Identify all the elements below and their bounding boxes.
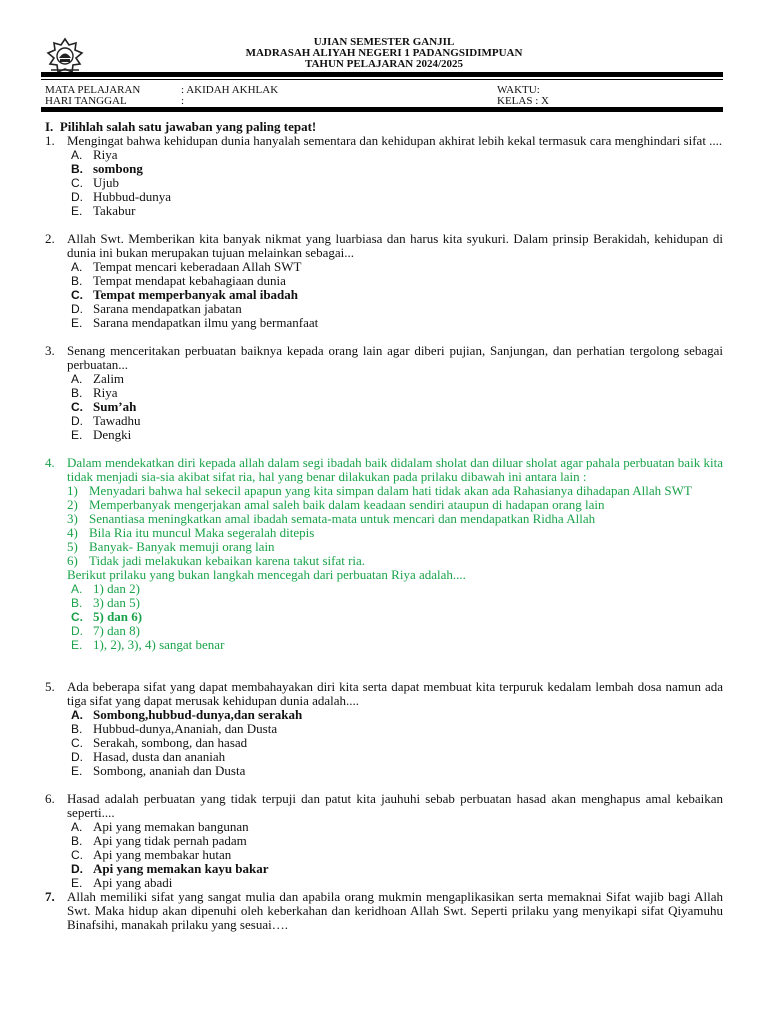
option-b[interactable]: B. Hubbud-dunya,Ananiah, dan Dusta — [71, 721, 278, 736]
question-7 — [45, 890, 723, 932]
option-a[interactable]: A. Zalim — [71, 371, 125, 386]
date-label: HARI TANGGAL — [45, 95, 127, 107]
subject-value: : AKIDAH AKHLAK — [181, 84, 279, 96]
option-a[interactable]: A. Api yang memakan bangunan — [71, 819, 249, 834]
option-d[interactable]: D. Hubbud-dunya — [71, 189, 171, 204]
question-6 — [45, 792, 723, 890]
question-stem: Mengingat bahwa kehidupan dunia hanyalah sementara dan kehidupan akhirat lebih kekal termasuk cara menghindari sifat .... — [67, 133, 723, 148]
question-4 — [45, 456, 723, 652]
academic-year: TAHUN PELAJARAN 2024/2025 — [304, 58, 464, 70]
section-title: Pilihlah salah satu jawaban yang paling tepat! — [59, 119, 317, 134]
question-stem: Hasad adalah perbuatan yang tidak terpuji dan patut kita jauhuhi sebab perbuatan hasad akan menghapus amal kebaikan seperti.... — [67, 791, 723, 820]
statement-item: 6) Tidak jadi melakukan kebaikan karena takut sifat ria. — [67, 553, 366, 568]
statement-item: 4) Bila Ria itu muncul Maka segeralah ditepis — [67, 525, 315, 540]
time-label: WAKTU: — [497, 84, 540, 96]
question-stem: Allah Swt. Memberikan kita banyak nikmat yang luarbiasa dan harus kita syukuri. Dalam prinsip Berakidah, kehidupan di dunia ini bukan merupakan tujuan melainkan sebagai... — [67, 231, 723, 260]
option-a[interactable]: A. Riya — [71, 147, 118, 162]
question-stem: Allah memiliki sifat yang sangat mulia dan apabila orang mukmin mengaplikasikan serta memaknai Sifat wajib bagi Allah Swt. Maka hidup akan dipenuhi oleh keberkahan dan keridhoan Allah Swt. Seperti prilaku yang menyikapi sifat Qiyamuhu Binafsihi, manakah prilaku yang sesuai…. — [67, 889, 723, 932]
question-number: 5. — [45, 679, 55, 694]
statement-item: 5) Banyak- Banyak memuji orang lain — [67, 539, 275, 554]
question-number: 7. — [45, 889, 55, 904]
option-b[interactable]: B. Riya — [71, 385, 118, 400]
question-2 — [45, 232, 723, 330]
option-c[interactable]: C. Tempat memperbanyak amal ibadah — [71, 287, 299, 302]
option-b[interactable]: B. 3) dan 5) — [71, 595, 140, 610]
option-a[interactable]: A. 1) dan 2) — [71, 581, 140, 596]
section-heading — [45, 120, 723, 134]
subject-label: MATA PELAJARAN — [45, 84, 141, 96]
option-e[interactable]: E. Api yang abadi — [71, 875, 173, 890]
option-d[interactable]: D. 7) dan 8) — [71, 623, 140, 638]
option-b[interactable]: B. Tempat mendapat kebahagiaan dunia — [71, 273, 286, 288]
question-number: 6. — [45, 791, 55, 806]
question-1 — [45, 134, 723, 218]
exam-title: UJIAN SEMESTER GANJIL — [313, 36, 455, 48]
question-stem: Ada beberapa sifat yang dapat membahayakan diri kita serta dapat membuat kita terpuruk kedalam lembah dosa namun ada tiga sifat yang dapat merusak kehidupan dunia adalah.... — [67, 679, 723, 708]
option-b[interactable]: B. Api yang tidak pernah padam — [71, 833, 247, 848]
option-a[interactable]: A. Tempat mencari keberadaan Allah SWT — [71, 259, 302, 274]
exam-header — [0, 31, 768, 75]
header-divider-thin — [41, 79, 723, 80]
header-divider — [41, 72, 723, 77]
option-c[interactable]: C. Sum’ah — [71, 399, 137, 414]
option-c[interactable]: C. 5) dan 6) — [71, 609, 143, 624]
option-e[interactable]: E. Sarana mendapatkan ilmu yang bermanfaat — [71, 315, 319, 330]
option-e[interactable]: E. 1), 2), 3), 4) sangat benar — [71, 637, 225, 652]
option-b[interactable]: B. sombong — [71, 161, 143, 176]
question-number: 4. — [45, 455, 55, 470]
statement-item: 1) Menyadari bahwa hal sekecil apapun yang kita simpan dalam hati tidak akan ada Rahasianya dihadapan Allah SWT — [67, 483, 692, 498]
question-prompt: Berikut prilaku yang bukan langkah mencegah dari perbuatan Riya adalah.... — [67, 567, 466, 582]
section-number: I. — [45, 119, 54, 134]
option-d[interactable]: D. Sarana mendapatkan jabatan — [71, 301, 242, 316]
option-e[interactable]: E. Sombong, ananiah dan Dusta — [71, 763, 246, 778]
question-list — [45, 120, 723, 932]
class-label: KELAS : X — [497, 95, 549, 107]
date-value: : — [181, 95, 185, 107]
statement-item: 3) Senantiasa meningkatkan amal ibadah semata-mata untuk mencari dan mendapatkan Ridha Allah — [67, 511, 596, 526]
option-e[interactable]: E. Dengki — [71, 427, 132, 442]
question-number: 3. — [45, 343, 55, 358]
option-c[interactable]: C. Ujub — [71, 175, 119, 190]
school-name: MADRASAH ALIYAH NEGERI 1 PADANGSIDIMPUAN — [245, 47, 523, 59]
option-d[interactable]: D. Hasad, dusta dan ananiah — [71, 749, 226, 764]
question-3 — [45, 344, 723, 442]
question-stem: Dalam mendekatkan diri kepada allah dalam segi ibadah baik didalam sholat dan diluar sholat agar pahala perbuatan baik kita tidak menjadi sia-sia akibat sifat ria, hal yang benar dilakukan pada prilaku dibawah ini antara lain : — [67, 455, 723, 484]
option-d[interactable]: D. Tawadhu — [71, 413, 141, 428]
statement-item: 2) Memperbanyak mengerjakan amal saleh baik dalam keadaan sendiri ataupun di hadapan orang lain — [67, 497, 605, 512]
option-e[interactable]: E. Takabur — [71, 203, 136, 218]
option-c[interactable]: C. Serakah, sombong, dan hasad — [71, 735, 248, 750]
option-a[interactable]: A. Sombong,hubbud-dunya,dan serakah — [71, 707, 303, 722]
question-number: 2. — [45, 231, 55, 246]
option-d[interactable]: D. Api yang memakan kayu bakar — [71, 861, 269, 876]
question-stem: Senang menceritakan perbuatan baiknya kepada orang lain agar diberi pujian, Sanjungan, dan perhatian tergolong sebagai perbuatan... — [67, 343, 723, 372]
question-number: 1. — [45, 133, 55, 148]
question-5 — [45, 680, 723, 778]
info-divider — [41, 107, 723, 112]
option-c[interactable]: C. Api yang membakar hutan — [71, 847, 232, 862]
